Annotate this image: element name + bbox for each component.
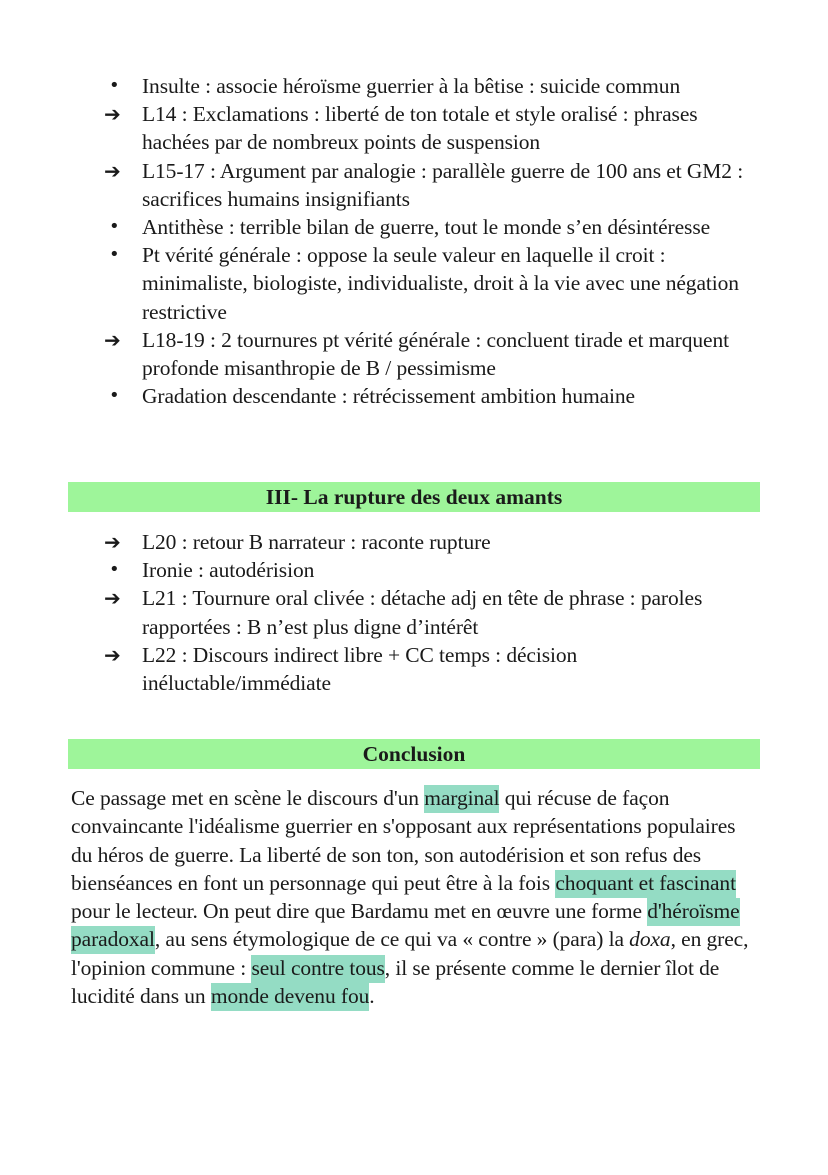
list-item-text: L14 : Exclamations : liberté de ton totale et style oralisé : phrases hachées par de nombreux points de suspension xyxy=(142,102,698,155)
bullet-icon: • xyxy=(109,559,120,581)
list-item xyxy=(100,100,770,156)
list-item xyxy=(100,584,770,640)
arrow-right-icon: ➔ xyxy=(104,102,121,127)
list-item xyxy=(100,528,770,556)
list-item xyxy=(100,326,770,382)
list-item xyxy=(100,241,770,326)
analysis-list-top xyxy=(100,72,770,410)
highlighted-term: choquant et fascinant xyxy=(555,870,736,898)
arrow-right-icon: ➔ xyxy=(104,642,121,667)
bullet-icon: • xyxy=(109,244,120,266)
list-item-text: L21 : Tournure oral clivée : détache adj en tête de phrase : paroles rapportées : B n’est plus digne d’intérêt xyxy=(142,586,703,639)
section-heading-conclusion: Conclusion xyxy=(68,739,760,769)
section-heading-rupture: III- La rupture des deux amants xyxy=(68,482,760,512)
analysis-list-rupture xyxy=(100,528,770,697)
text-segment: pour le lecteur. On peut dire que Bardamu met en œuvre une forme xyxy=(71,899,648,924)
list-item-text: L22 : Discours indirect libre + CC temps : décision inéluctable/immédiate xyxy=(142,642,578,696)
list-item-text: L20 : retour B narrateur : raconte rupture xyxy=(142,530,491,554)
list-item xyxy=(100,157,770,213)
list-item-text: Gradation descendante : rétrécissement ambition humaine xyxy=(142,384,636,409)
list-item xyxy=(100,556,770,584)
list-item xyxy=(100,382,770,410)
list-item-text: Insulte : associe héroïsme guerrier à la bêtise : suicide commun xyxy=(142,74,681,98)
list-item-text: L15-17 : Argument par analogie : parallèle guerre de 100 ans et GM2 : sacrifices humains insignifiants xyxy=(142,158,744,211)
list-item xyxy=(100,213,770,241)
highlighted-term: marginal xyxy=(424,785,499,813)
list-item xyxy=(100,641,770,697)
conclusion-paragraph xyxy=(71,784,761,1010)
arrow-right-icon: ➔ xyxy=(104,158,121,183)
text-segment: , au sens étymologique de ce qui va « contre » (para) la xyxy=(154,927,630,952)
highlighted-term: monde devenu fou xyxy=(211,983,369,1011)
text-segment: , il se présente comme le dernier îlot de lucidité dans un xyxy=(71,955,720,1009)
text-segment: Ce passage met en scène le discours d'un xyxy=(71,786,425,810)
bullet-icon: • xyxy=(109,385,120,407)
arrow-right-icon: ➔ xyxy=(104,530,121,554)
list-item xyxy=(100,72,770,100)
italic-term: doxa xyxy=(629,927,671,952)
text-segment: qui récuse de façon convaincante l'idéalisme guerrier en s'opposant aux représentations populaires du héros de guerre. La liberté de son ton, son autodérision et son refus des bienséances en font un personnage qui peut être à la fois xyxy=(71,786,736,895)
highlighted-term: seul contre tous xyxy=(251,955,384,983)
list-item-text: Ironie : autodérision xyxy=(142,558,315,583)
arrow-right-icon: ➔ xyxy=(104,327,121,352)
text-segment: , en grec, l'opinion commune : xyxy=(71,927,749,980)
list-item-text: L18-19 : 2 tournures pt vérité générale : concluent tirade et marquent profonde misanthropie de B / pessimisme xyxy=(142,327,730,381)
text-segment: . xyxy=(369,984,375,1009)
arrow-right-icon: ➔ xyxy=(104,586,121,611)
highlighted-term: d'héroïsme paradoxal xyxy=(71,898,740,954)
list-item-text: Pt vérité générale : oppose la seule valeur en laquelle il croit : minimaliste, biologiste, individualiste, droit à la vie avec une négation restrictive xyxy=(142,243,739,324)
bullet-icon: • xyxy=(109,75,120,96)
bullet-icon: • xyxy=(109,216,120,238)
list-item-text: Antithèse : terrible bilan de guerre, tout le monde s’en désintéresse xyxy=(142,215,711,240)
